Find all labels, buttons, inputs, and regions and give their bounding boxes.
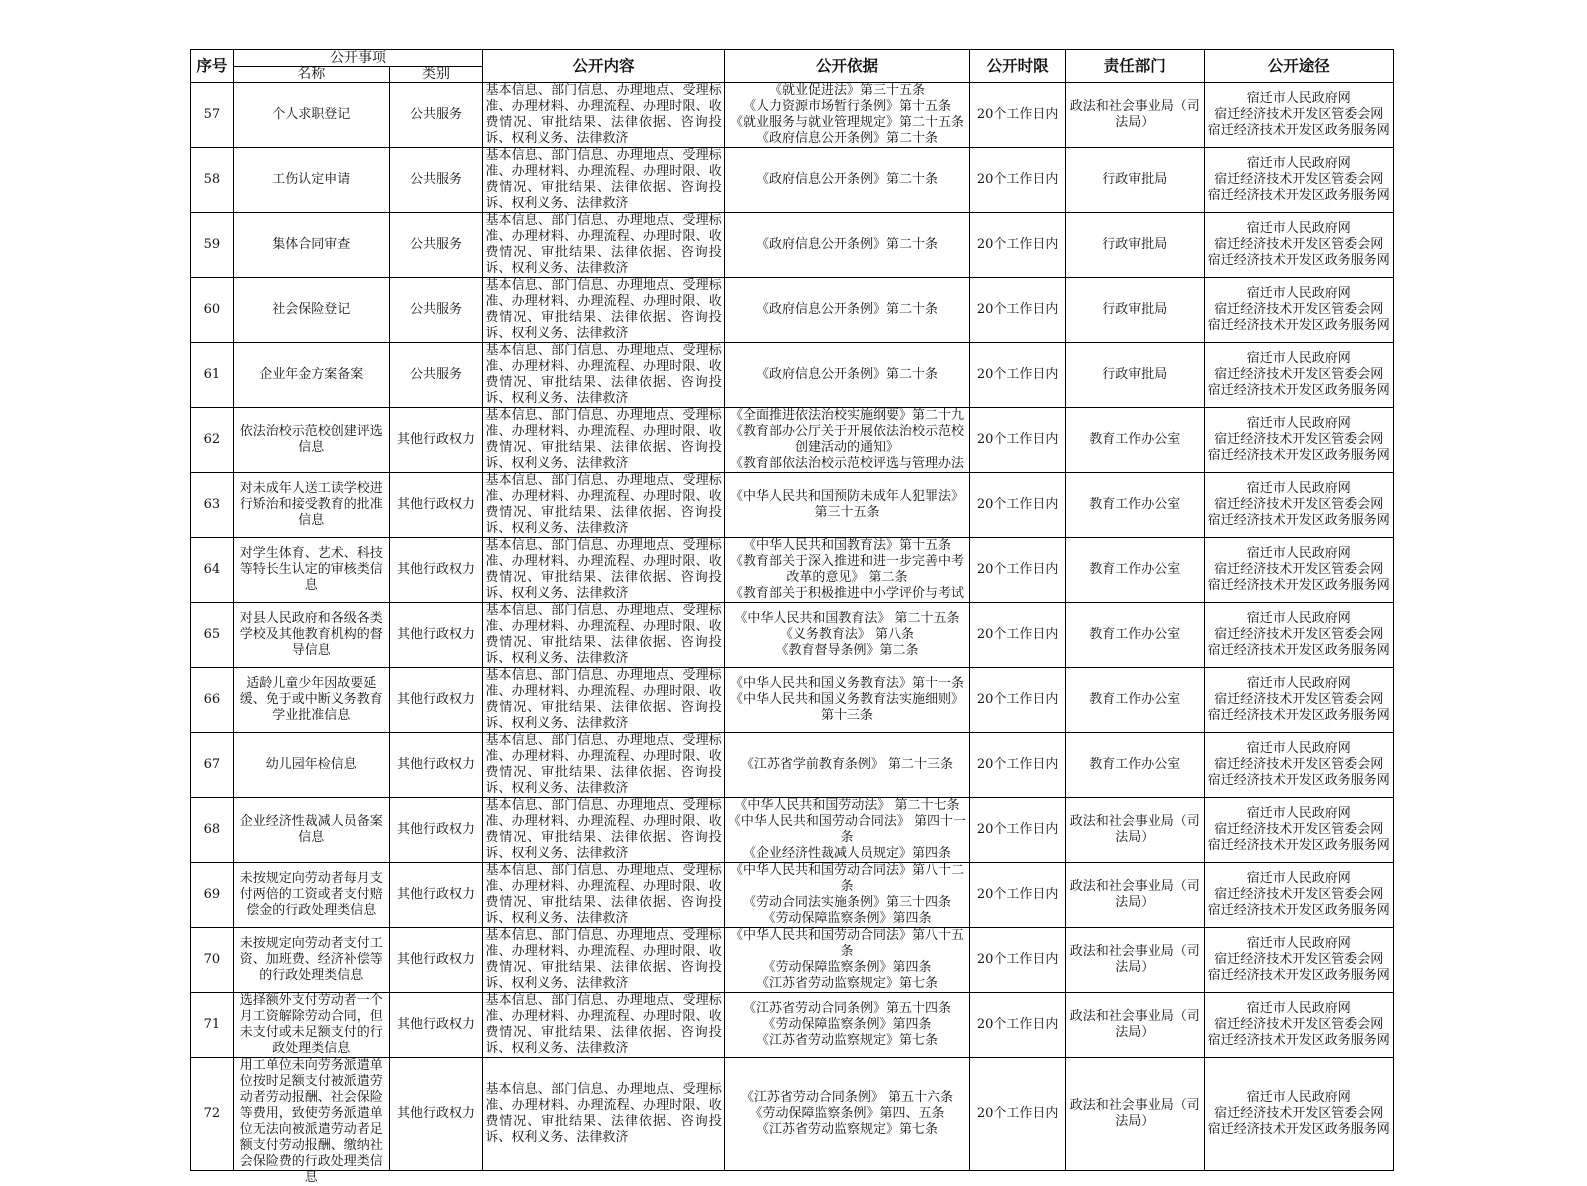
department-cell [1065, 538, 1204, 603]
basis-cell [724, 993, 969, 1058]
name-cell-text: 对县人民政府和各级各类学校及其他教育机构的督导信息 [239, 611, 383, 658]
basis-cell [724, 733, 969, 798]
time-limit-cell [970, 148, 1066, 213]
time-limit-cell [970, 343, 1066, 408]
time-limit-cell [970, 408, 1066, 473]
seq-cell [191, 798, 234, 863]
category-cell [389, 993, 483, 1058]
channel-cell-text: 宿迁市人民政府网 宿迁经济技术开发区管委会网 宿迁经济技术开发区政务服务网 [1207, 936, 1390, 983]
table-row [191, 148, 1394, 213]
name-cell-text: 集体合同审查 [272, 237, 351, 252]
department-cell [1065, 343, 1204, 408]
department-cell-text: 政法和社会事业局（司法局） [1069, 879, 1200, 910]
channel-cell-text: 宿迁市人民政府网 宿迁经济技术开发区管委会网 宿迁经济技术开发区政务服务网 [1207, 286, 1390, 333]
channel-cell-text: 宿迁市人民政府网 宿迁经济技术开发区管委会网 宿迁经济技术开发区政务服务网 [1207, 91, 1390, 138]
channel-cell-text: 宿迁市人民政府网 宿迁经济技术开发区管委会网 宿迁经济技术开发区政务服务网 [1207, 611, 1390, 658]
content-cell-text: 基本信息、部门信息、办理地点、受理标准、办理材料、办理流程、办理时限、收费情况、审批结果、法律依据、咨询投诉、权利义务、法律救济 [485, 1082, 722, 1145]
department-cell-text: 教育工作办公室 [1089, 757, 1181, 772]
basis-cell [724, 213, 969, 278]
basis-cell-text: 《中华人民共和国预防未成年人犯罪法》第三十五条 [729, 489, 964, 520]
time-limit-cell-text: 20个工作日内 [976, 237, 1059, 252]
department-cell-text: 教育工作办公室 [1089, 692, 1181, 707]
header-channel: 公开途径 [1204, 50, 1394, 83]
content-cell-text: 基本信息、部门信息、办理地点、受理标准、办理材料、办理流程、办理时限、收费情况、审批结果、法律依据、咨询投诉、权利义务、法律救济 [485, 603, 722, 666]
content-cell-text: 基本信息、部门信息、办理地点、受理标准、办理材料、办理流程、办理时限、收费情况、审批结果、法律依据、咨询投诉、权利义务、法律救济 [485, 993, 722, 1056]
time-limit-cell [970, 863, 1066, 928]
seq-cell-text: 64 [203, 562, 221, 577]
department-cell [1065, 408, 1204, 473]
channel-cell-text: 宿迁市人民政府网 宿迁经济技术开发区管委会网 宿迁经济技术开发区政务服务网 [1207, 221, 1390, 268]
seq-cell [191, 863, 234, 928]
channel-cell [1204, 1058, 1394, 1171]
content-cell-text: 基本信息、部门信息、办理地点、受理标准、办理材料、办理流程、办理时限、收费情况、审批结果、法律依据、咨询投诉、权利义务、法律救济 [485, 83, 722, 146]
department-cell [1065, 993, 1204, 1058]
basis-cell [724, 278, 969, 343]
seq-cell-text: 66 [203, 692, 221, 707]
seq-cell [191, 928, 234, 993]
channel-cell-text: 宿迁市人民政府网 宿迁经济技术开发区管委会网 宿迁经济技术开发区政务服务网 [1207, 1001, 1390, 1048]
basis-cell-text: 《政府信息公开条例》第二十条 [755, 172, 938, 187]
basis-cell-text: 《全面推进依法治校实施纲要》第二十九 《教育部办公厅关于开展依法治校示范校创建活动的通知》 《教育部依法治校示范校评选与管理办法 [729, 408, 964, 471]
time-limit-cell-text: 20个工作日内 [976, 952, 1059, 967]
department-cell-text: 政法和社会事业局（司法局） [1069, 1098, 1200, 1129]
seq-cell-text: 72 [203, 1106, 221, 1121]
category-cell [389, 538, 483, 603]
basis-cell-text: 《中华人民共和国教育法》第十五条 《教育部关于深入推进和进一步完善中考改革的意见》 第二条 《教育部关于积极推进中小学评价与考试 [729, 538, 964, 601]
seq-cell [191, 668, 234, 733]
category-cell-text: 其他行政权力 [396, 432, 475, 447]
basis-cell [724, 798, 969, 863]
basis-cell [724, 1058, 969, 1171]
time-limit-cell [970, 83, 1066, 148]
department-cell [1065, 603, 1204, 668]
time-limit-cell-text: 20个工作日内 [976, 562, 1059, 577]
basis-cell [724, 408, 969, 473]
name-cell [233, 928, 389, 993]
content-cell [483, 408, 724, 473]
table-row [191, 213, 1394, 278]
name-cell-text: 工伤认定申请 [272, 172, 351, 187]
content-cell-text: 基本信息、部门信息、办理地点、受理标准、办理材料、办理流程、办理时限、收费情况、审批结果、法律依据、咨询投诉、权利义务、法律救济 [485, 408, 722, 471]
category-cell [389, 928, 483, 993]
category-cell-text: 其他行政权力 [396, 952, 475, 967]
time-limit-cell-text: 20个工作日内 [976, 757, 1059, 772]
department-cell-text: 教育工作办公室 [1089, 497, 1181, 512]
name-cell-text: 对学生体育、艺术、科技等特长生认定的审核类信息 [239, 546, 383, 593]
seq-cell [191, 1058, 234, 1171]
header-department: 责任部门 [1065, 50, 1204, 83]
department-cell [1065, 798, 1204, 863]
table-row [191, 278, 1394, 343]
name-cell-text: 选择额外支付劳动者一个月工资解除劳动合同，但未支付或未足额支付的行政处理类信息 [239, 993, 383, 1056]
time-limit-cell-text: 20个工作日内 [976, 367, 1059, 382]
category-cell-text: 公共服务 [409, 367, 462, 382]
content-cell [483, 993, 724, 1058]
category-cell-text: 其他行政权力 [396, 887, 475, 902]
header-basis: 公开依据 [724, 50, 969, 83]
name-cell [233, 83, 389, 148]
header-content: 公开内容 [483, 50, 724, 83]
category-cell [389, 148, 483, 213]
channel-cell [1204, 993, 1394, 1058]
header-time-limit: 公开时限 [970, 50, 1066, 83]
seq-cell-text: 59 [203, 237, 221, 252]
content-cell [483, 148, 724, 213]
time-limit-cell [970, 213, 1066, 278]
channel-cell [1204, 603, 1394, 668]
header-name: 名称 [233, 67, 389, 83]
seq-cell-text: 67 [203, 757, 221, 772]
name-cell-text: 个人求职登记 [272, 107, 351, 122]
seq-cell [191, 993, 234, 1058]
header-seq: 序号 [191, 50, 234, 83]
name-cell-text: 未按规定向劳动者支付工资、加班费、经济补偿等的行政处理类信息 [239, 936, 383, 983]
time-limit-cell-text: 20个工作日内 [976, 1106, 1059, 1121]
time-limit-cell-text: 20个工作日内 [976, 627, 1059, 642]
category-cell [389, 278, 483, 343]
category-cell [389, 668, 483, 733]
name-cell [233, 993, 389, 1058]
category-cell [389, 1058, 483, 1171]
channel-cell [1204, 863, 1394, 928]
category-cell [389, 213, 483, 278]
basis-cell [724, 473, 969, 538]
content-cell [483, 798, 724, 863]
channel-cell [1204, 798, 1394, 863]
time-limit-cell [970, 473, 1066, 538]
name-cell [233, 668, 389, 733]
basis-cell-text: 《政府信息公开条例》第二十条 [755, 367, 938, 382]
department-cell-text: 政法和社会事业局（司法局） [1069, 99, 1200, 130]
department-cell [1065, 83, 1204, 148]
content-cell-text: 基本信息、部门信息、办理地点、受理标准、办理材料、办理流程、办理时限、收费情况、审批结果、法律依据、咨询投诉、权利义务、法律救济 [485, 148, 722, 211]
content-cell [483, 278, 724, 343]
content-cell-text: 基本信息、部门信息、办理地点、受理标准、办理材料、办理流程、办理时限、收费情况、审批结果、法律依据、咨询投诉、权利义务、法律救济 [485, 473, 722, 536]
content-cell-text: 基本信息、部门信息、办理地点、受理标准、办理材料、办理流程、办理时限、收费情况、审批结果、法律依据、咨询投诉、权利义务、法律救济 [485, 343, 722, 406]
channel-cell-text: 宿迁市人民政府网 宿迁经济技术开发区管委会网 宿迁经济技术开发区政务服务网 [1207, 481, 1390, 528]
seq-cell-text: 71 [203, 1017, 221, 1032]
seq-cell-text: 69 [203, 887, 221, 902]
seq-cell [191, 213, 234, 278]
category-cell [389, 408, 483, 473]
content-cell [483, 343, 724, 408]
name-cell [233, 278, 389, 343]
time-limit-cell-text: 20个工作日内 [976, 1017, 1059, 1032]
seq-cell [191, 148, 234, 213]
time-limit-cell [970, 278, 1066, 343]
basis-cell-text: 《中华人民共和国劳动合同法》第八十五条 《劳动保障监察条例》第四条 《江苏省劳动监察规定》第七条 [729, 928, 964, 991]
time-limit-cell-text: 20个工作日内 [976, 172, 1059, 187]
table-row [191, 863, 1394, 928]
time-limit-cell-text: 20个工作日内 [976, 107, 1059, 122]
name-cell-text: 用工单位未向劳务派遣单位按时足额支付被派遣劳动者劳动报酬、社会保险等费用，致使劳务派遣单位无法向被派遣劳动者足额支付劳动报酬、缴纳社会保险费的行政处理类信息 [239, 1058, 383, 1185]
table-body [191, 83, 1394, 1185]
time-limit-cell [970, 733, 1066, 798]
channel-cell [1204, 538, 1394, 603]
seq-cell [191, 83, 234, 148]
content-cell [483, 668, 724, 733]
name-cell-text: 依法治校示范校创建评选信息 [239, 424, 383, 455]
basis-cell-text: 《就业促进法》第三十五条 《人力资源市场暂行条例》第十五条 《就业服务与就业管理规定》第二十五条 《政府信息公开条例》第二十条 [729, 83, 964, 146]
category-cell [389, 473, 483, 538]
channel-cell [1204, 928, 1394, 993]
basis-cell [724, 863, 969, 928]
department-cell [1065, 928, 1204, 993]
name-cell [233, 1058, 389, 1185]
seq-cell-text: 60 [203, 302, 221, 317]
department-cell-text: 教育工作办公室 [1089, 562, 1181, 577]
channel-cell [1204, 473, 1394, 538]
name-cell [233, 603, 389, 668]
department-cell [1065, 668, 1204, 733]
header-matter: 公开事项 [233, 50, 483, 67]
channel-cell-text: 宿迁市人民政府网 宿迁经济技术开发区管委会网 宿迁经济技术开发区政务服务网 [1207, 156, 1390, 203]
time-limit-cell [970, 928, 1066, 993]
channel-cell-text: 宿迁市人民政府网 宿迁经济技术开发区管委会网 宿迁经济技术开发区政务服务网 [1207, 741, 1390, 788]
time-limit-cell-text: 20个工作日内 [976, 692, 1059, 707]
channel-cell [1204, 408, 1394, 473]
seq-cell [191, 343, 234, 408]
category-cell [389, 863, 483, 928]
basis-cell [724, 538, 969, 603]
department-cell [1065, 473, 1204, 538]
time-limit-cell-text: 20个工作日内 [976, 497, 1059, 512]
name-cell [233, 473, 389, 538]
category-cell-text: 其他行政权力 [396, 757, 475, 772]
basis-cell-text: 《政府信息公开条例》第二十条 [755, 302, 938, 317]
table-row [191, 408, 1394, 473]
header-category: 类别 [389, 67, 483, 83]
table-row [191, 83, 1394, 148]
channel-cell-text: 宿迁市人民政府网 宿迁经济技术开发区管委会网 宿迁经济技术开发区政务服务网 [1207, 676, 1390, 723]
basis-cell-text: 《政府信息公开条例》第二十条 [755, 237, 938, 252]
disclosure-table [190, 49, 1394, 1185]
category-cell-text: 其他行政权力 [396, 692, 475, 707]
seq-cell [191, 473, 234, 538]
department-cell-text: 行政审批局 [1102, 367, 1168, 382]
category-cell [389, 603, 483, 668]
name-cell [233, 798, 389, 863]
table-header [191, 50, 1394, 83]
department-cell-text: 政法和社会事业局（司法局） [1069, 1009, 1200, 1040]
name-cell-text: 幼儿园年检信息 [265, 757, 357, 772]
seq-cell [191, 733, 234, 798]
name-cell [233, 863, 389, 928]
basis-cell-text: 《中华人民共和国劳动法》 第二十七条 《中华人民共和国劳动合同法》 第四十一条 《企业经济性裁减人员规定》第四条 [727, 798, 967, 861]
name-cell-text: 社会保险登记 [272, 302, 351, 317]
channel-cell-text: 宿迁市人民政府网 宿迁经济技术开发区管委会网 宿迁经济技术开发区政务服务网 [1207, 871, 1390, 918]
name-cell [233, 213, 389, 278]
content-cell [483, 863, 724, 928]
content-cell-text: 基本信息、部门信息、办理地点、受理标准、办理材料、办理流程、办理时限、收费情况、审批结果、法律依据、咨询投诉、权利义务、法律救济 [485, 278, 722, 341]
department-cell [1065, 278, 1204, 343]
content-cell-text: 基本信息、部门信息、办理地点、受理标准、办理材料、办理流程、办理时限、收费情况、审批结果、法律依据、咨询投诉、权利义务、法律救济 [485, 863, 722, 926]
time-limit-cell [970, 603, 1066, 668]
content-cell [483, 213, 724, 278]
category-cell-text: 其他行政权力 [396, 1106, 475, 1121]
department-cell-text: 行政审批局 [1102, 302, 1168, 317]
seq-cell-text: 70 [203, 952, 221, 967]
basis-cell [724, 603, 969, 668]
seq-cell [191, 408, 234, 473]
basis-cell-text: 《江苏省学前教育条例》 第二十三条 [740, 757, 954, 772]
channel-cell [1204, 83, 1394, 148]
seq-cell-text: 68 [203, 822, 221, 837]
name-cell [233, 408, 389, 473]
basis-cell-text: 《中华人民共和国教育法》 第二十五条 《义务教育法》 第八条 《教育督导条例》第二条 [734, 611, 960, 658]
name-cell-text: 适龄儿童少年因故要延缓、免于或中断义务教育学业批准信息 [239, 676, 383, 723]
name-cell [233, 343, 389, 408]
table-row [191, 928, 1394, 993]
channel-cell [1204, 148, 1394, 213]
seq-cell [191, 603, 234, 668]
channel-cell-text: 宿迁市人民政府网 宿迁经济技术开发区管委会网 宿迁经济技术开发区政务服务网 [1207, 351, 1390, 398]
category-cell-text: 其他行政权力 [396, 627, 475, 642]
time-limit-cell-text: 20个工作日内 [976, 887, 1059, 902]
content-cell [483, 538, 724, 603]
category-cell [389, 83, 483, 148]
table-row [191, 343, 1394, 408]
category-cell [389, 343, 483, 408]
time-limit-cell-text: 20个工作日内 [976, 822, 1059, 837]
department-cell [1065, 733, 1204, 798]
seq-cell-text: 65 [203, 627, 221, 642]
content-cell [483, 928, 724, 993]
time-limit-cell-text: 20个工作日内 [976, 432, 1059, 447]
time-limit-cell [970, 668, 1066, 733]
department-cell [1065, 148, 1204, 213]
basis-cell [724, 668, 969, 733]
basis-cell [724, 928, 969, 993]
name-cell [233, 148, 389, 213]
content-cell-text: 基本信息、部门信息、办理地点、受理标准、办理材料、办理流程、办理时限、收费情况、审批结果、法律依据、咨询投诉、权利义务、法律救济 [485, 538, 722, 601]
category-cell-text: 其他行政权力 [396, 822, 475, 837]
time-limit-cell [970, 993, 1066, 1058]
basis-cell [724, 343, 969, 408]
channel-cell [1204, 733, 1394, 798]
content-cell [483, 83, 724, 148]
table-row [191, 538, 1394, 603]
basis-cell-text: 《中华人民共和国义务教育法》第十一条 《中华人民共和国义务教育法实施细则》第十三条 [729, 676, 964, 723]
name-cell [233, 538, 389, 603]
seq-cell-text: 63 [203, 497, 221, 512]
department-cell-text: 行政审批局 [1102, 172, 1168, 187]
basis-cell-text: 《江苏省劳动合同条例》第五十四条 《劳动保障监察条例》第四条 《江苏省劳动监察规定》第七条 [742, 1001, 951, 1048]
department-cell [1065, 213, 1204, 278]
seq-cell-text: 58 [203, 172, 221, 187]
basis-cell [724, 148, 969, 213]
seq-cell [191, 538, 234, 603]
seq-cell-text: 57 [203, 107, 221, 122]
table-row [191, 733, 1394, 798]
name-cell-text: 未按规定向劳动者每月支付两倍的工资或者支付赔偿金的行政处理类信息 [239, 871, 383, 918]
content-cell-text: 基本信息、部门信息、办理地点、受理标准、办理材料、办理流程、办理时限、收费情况、审批结果、法律依据、咨询投诉、权利义务、法律救济 [485, 213, 722, 276]
channel-cell [1204, 278, 1394, 343]
department-cell [1065, 863, 1204, 928]
name-cell-text: 对未成年人送工读学校进行矫治和接受教育的批准信息 [239, 481, 383, 528]
seq-cell [191, 278, 234, 343]
basis-cell-text: 《中华人民共和国劳动合同法》第八十二条 《劳动合同法实施条例》第三十四条 《劳动保障监察条例》第四条 [729, 863, 964, 926]
department-cell-text: 政法和社会事业局（司法局） [1069, 944, 1200, 975]
channel-cell-text: 宿迁市人民政府网 宿迁经济技术开发区管委会网 宿迁经济技术开发区政务服务网 [1207, 416, 1390, 463]
channel-cell [1204, 213, 1394, 278]
basis-cell [724, 83, 969, 148]
category-cell-text: 其他行政权力 [396, 562, 475, 577]
category-cell [389, 733, 483, 798]
category-cell-text: 公共服务 [409, 107, 462, 122]
department-cell [1065, 1058, 1204, 1171]
department-cell-text: 行政审批局 [1102, 237, 1168, 252]
department-cell-text: 政法和社会事业局（司法局） [1069, 814, 1200, 845]
content-cell-text: 基本信息、部门信息、办理地点、受理标准、办理材料、办理流程、办理时限、收费情况、审批结果、法律依据、咨询投诉、权利义务、法律救济 [485, 798, 722, 861]
table-row [191, 603, 1394, 668]
category-cell-text: 其他行政权力 [396, 1017, 475, 1032]
time-limit-cell [970, 538, 1066, 603]
table-row [191, 473, 1394, 538]
category-cell [389, 798, 483, 863]
name-cell-text: 企业年金方案备案 [259, 367, 364, 382]
content-cell-text: 基本信息、部门信息、办理地点、受理标准、办理材料、办理流程、办理时限、收费情况、审批结果、法律依据、咨询投诉、权利义务、法律救济 [485, 668, 722, 731]
category-cell-text: 公共服务 [409, 172, 462, 187]
department-cell-text: 教育工作办公室 [1089, 432, 1181, 447]
table-row [191, 798, 1394, 863]
name-cell-text: 企业经济性裁减人员备案信息 [239, 814, 383, 845]
seq-cell-text: 62 [203, 432, 221, 447]
channel-cell-text: 宿迁市人民政府网 宿迁经济技术开发区管委会网 宿迁经济技术开发区政务服务网 [1207, 806, 1390, 853]
time-limit-cell [970, 1058, 1066, 1171]
channel-cell [1204, 668, 1394, 733]
category-cell-text: 公共服务 [409, 302, 462, 317]
category-cell-text: 其他行政权力 [396, 497, 475, 512]
channel-cell-text: 宿迁市人民政府网 宿迁经济技术开发区管委会网 宿迁经济技术开发区政务服务网 [1207, 1090, 1390, 1137]
time-limit-cell-text: 20个工作日内 [976, 302, 1059, 317]
table-row [191, 993, 1394, 1058]
name-cell [233, 733, 389, 798]
seq-cell-text: 61 [203, 367, 221, 382]
channel-cell-text: 宿迁市人民政府网 宿迁经济技术开发区管委会网 宿迁经济技术开发区政务服务网 [1207, 546, 1390, 593]
content-cell-text: 基本信息、部门信息、办理地点、受理标准、办理材料、办理流程、办理时限、收费情况、审批结果、法律依据、咨询投诉、权利义务、法律救济 [485, 733, 722, 796]
content-cell-text: 基本信息、部门信息、办理地点、受理标准、办理材料、办理流程、办理时限、收费情况、审批结果、法律依据、咨询投诉、权利义务、法律救济 [485, 928, 722, 991]
content-cell [483, 603, 724, 668]
time-limit-cell [970, 798, 1066, 863]
category-cell-text: 公共服务 [409, 237, 462, 252]
department-cell-text: 教育工作办公室 [1089, 627, 1181, 642]
content-cell [483, 473, 724, 538]
content-cell [483, 1058, 724, 1171]
table-row [191, 1058, 1394, 1171]
content-cell [483, 733, 724, 798]
channel-cell [1204, 343, 1394, 408]
basis-cell-text: 《江苏省劳动合同条例》 第五十六条 《劳动保障监察条例》第四、五条 《江苏省劳动监察规定》第七条 [740, 1090, 954, 1137]
table-row [191, 668, 1394, 733]
